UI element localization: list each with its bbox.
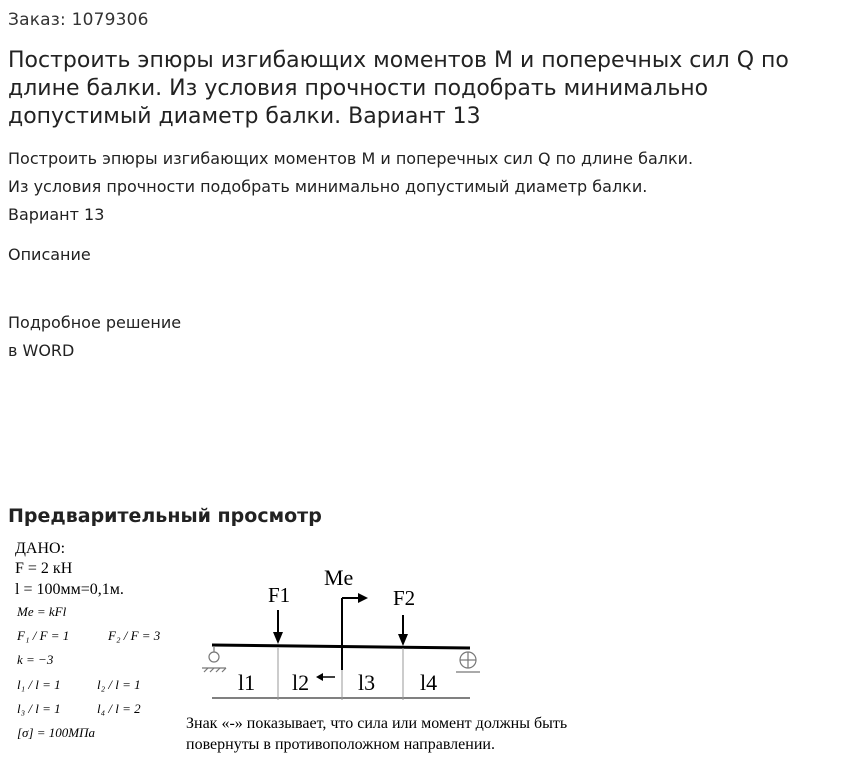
right-support	[456, 652, 480, 672]
solution-info	[8, 309, 181, 365]
left-support	[202, 646, 226, 672]
preview-image	[0, 535, 847, 762]
solution-line-1: Подробное решение	[8, 313, 182, 332]
moment-symbol	[342, 598, 362, 670]
given-title: ДАНО:	[15, 540, 66, 557]
formula-me: Me = kFl	[17, 604, 67, 619]
formula-f2: F₂ / F = 3	[108, 628, 161, 643]
page-title: Построить эпюры изгибающих моментов М и поперечных сил Q по длине балки. Из условия прочности подобрать минимально допустимый диаметр балки. Вариант 13	[8, 48, 789, 129]
section-description-heading: Описание	[8, 245, 91, 264]
description-line-2: Из условия прочности подобрать минимально допустимый диаметр балки.	[8, 177, 648, 196]
formula-l3: l₃ / l = 1	[17, 701, 61, 716]
l3-label: l3	[358, 670, 376, 695]
preview-heading: Предварительный просмотр	[8, 505, 322, 527]
given-length: l = 100мм=0,1м.	[15, 581, 124, 598]
l2-label: l2	[292, 670, 310, 695]
l1-label: l1	[238, 670, 256, 695]
order-number: Заказ: 1079306	[8, 10, 149, 30]
note-line-1: Знак «-» показывает, что сила или момент должны быть	[186, 715, 568, 732]
description-line-3: Вариант 13	[8, 205, 105, 224]
formula-l1: l₁ / l = 1	[17, 677, 61, 692]
formula-sigma: [σ] = 100МПа	[17, 725, 96, 740]
solution-line-2: в WORD	[8, 341, 75, 360]
formula-l2: l₂ / l = 1	[97, 677, 141, 692]
f2-label: F2	[393, 586, 416, 610]
note-line-2: повернуты в противоположном направлении.	[186, 736, 495, 753]
beam-diagram	[190, 560, 490, 735]
l4-label: l4	[420, 670, 438, 695]
f1-label: F1	[268, 583, 291, 607]
formula-f1: F₁ / F = 1	[17, 628, 70, 643]
me-label: Me	[324, 565, 354, 590]
description-line-1: Построить эпюры изгибающих моментов М и поперечных сил Q по длине балки.	[8, 149, 694, 168]
formula-k: k = −3	[17, 652, 54, 667]
formula-l4: l₄ / l = 2	[97, 701, 141, 716]
given-force: F = 2 кН	[15, 560, 73, 577]
description	[8, 145, 838, 229]
note	[186, 713, 706, 755]
